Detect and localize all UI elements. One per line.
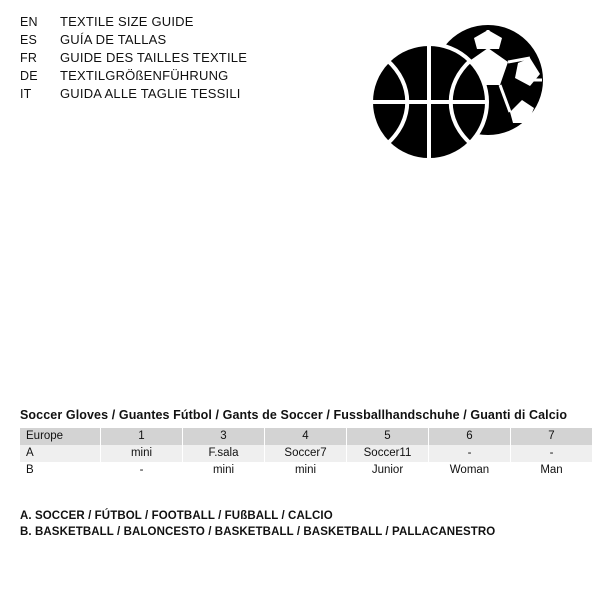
table-header-cell-6: 6 <box>429 428 511 445</box>
table-cell-a-4: Soccer7 <box>265 445 347 462</box>
size-table-title: Soccer Gloves / Guantes Fútbol / Gants de Soccer / Fussballhandschuhe / Guanti di Calcio <box>20 408 568 422</box>
legend-text-es: GUÍA DE TALLAS <box>60 32 167 47</box>
table-row-label-a: A <box>26 447 34 459</box>
table-cell-b-5: Junior <box>347 462 429 479</box>
legend-row-es <box>20 32 320 50</box>
legend-code-es: ES <box>20 33 38 47</box>
table-header-row <box>20 428 592 445</box>
balls-illustration <box>352 22 562 172</box>
table-header-cell-europe: Europe <box>26 430 64 442</box>
size-table-block <box>20 408 582 479</box>
footnote-b: B. BASKETBALL / BALONCESTO / BASKETBALL / BASKETBALL / PALLACANESTRO <box>20 526 496 538</box>
basketball-and-soccer-ball-icon <box>352 22 562 172</box>
legend-row-en <box>20 14 320 32</box>
table-cell-b-1: - <box>101 462 183 479</box>
legend-code-it: IT <box>20 87 32 101</box>
legend-row-it <box>20 86 320 104</box>
footnotes <box>20 508 580 540</box>
legend-text-de: TEXTILGRÖßENFÜHRUNG <box>60 68 229 83</box>
table-row-label-b: B <box>26 464 34 476</box>
table-row <box>20 445 592 462</box>
legend-text-en: TEXTILE SIZE GUIDE <box>60 14 194 29</box>
legend-code-de: DE <box>20 69 38 83</box>
basketball-icon <box>371 44 487 160</box>
table-header-cell-4: 4 <box>265 428 347 445</box>
legend-row-de <box>20 68 320 86</box>
legend-code-en: EN <box>20 15 38 29</box>
table-cell-b-4: mini <box>265 462 347 479</box>
legend-row-fr <box>20 50 320 68</box>
legend-text-it: GUIDA ALLE TAGLIE TESSILI <box>60 86 241 101</box>
table-cell-a-7: - <box>511 445 593 462</box>
table-cell-b-7: Man <box>511 462 593 479</box>
table-cell-b-6: Woman <box>429 462 511 479</box>
table-header-cell-5: 5 <box>347 428 429 445</box>
table-row <box>20 462 592 479</box>
table-header-cell-1: 1 <box>101 428 183 445</box>
table-cell-a-1: mini <box>101 445 183 462</box>
table-cell-a-3: F.sala <box>183 445 265 462</box>
table-cell-a-6: - <box>429 445 511 462</box>
table-cell-a-5: Soccer11 <box>347 445 429 462</box>
table-cell-b-3: mini <box>183 462 265 479</box>
footnote-a: A. SOCCER / FÚTBOL / FOOTBALL / FUßBALL / CALCIO <box>20 510 333 522</box>
legend-text-fr: GUIDE DES TAILLES TEXTILE <box>60 50 248 65</box>
table-header-cell-3: 3 <box>183 428 265 445</box>
size-table <box>20 428 592 479</box>
legend-code-fr: FR <box>20 51 38 65</box>
table-header-cell-7: 7 <box>511 428 593 445</box>
language-legend <box>20 14 320 104</box>
